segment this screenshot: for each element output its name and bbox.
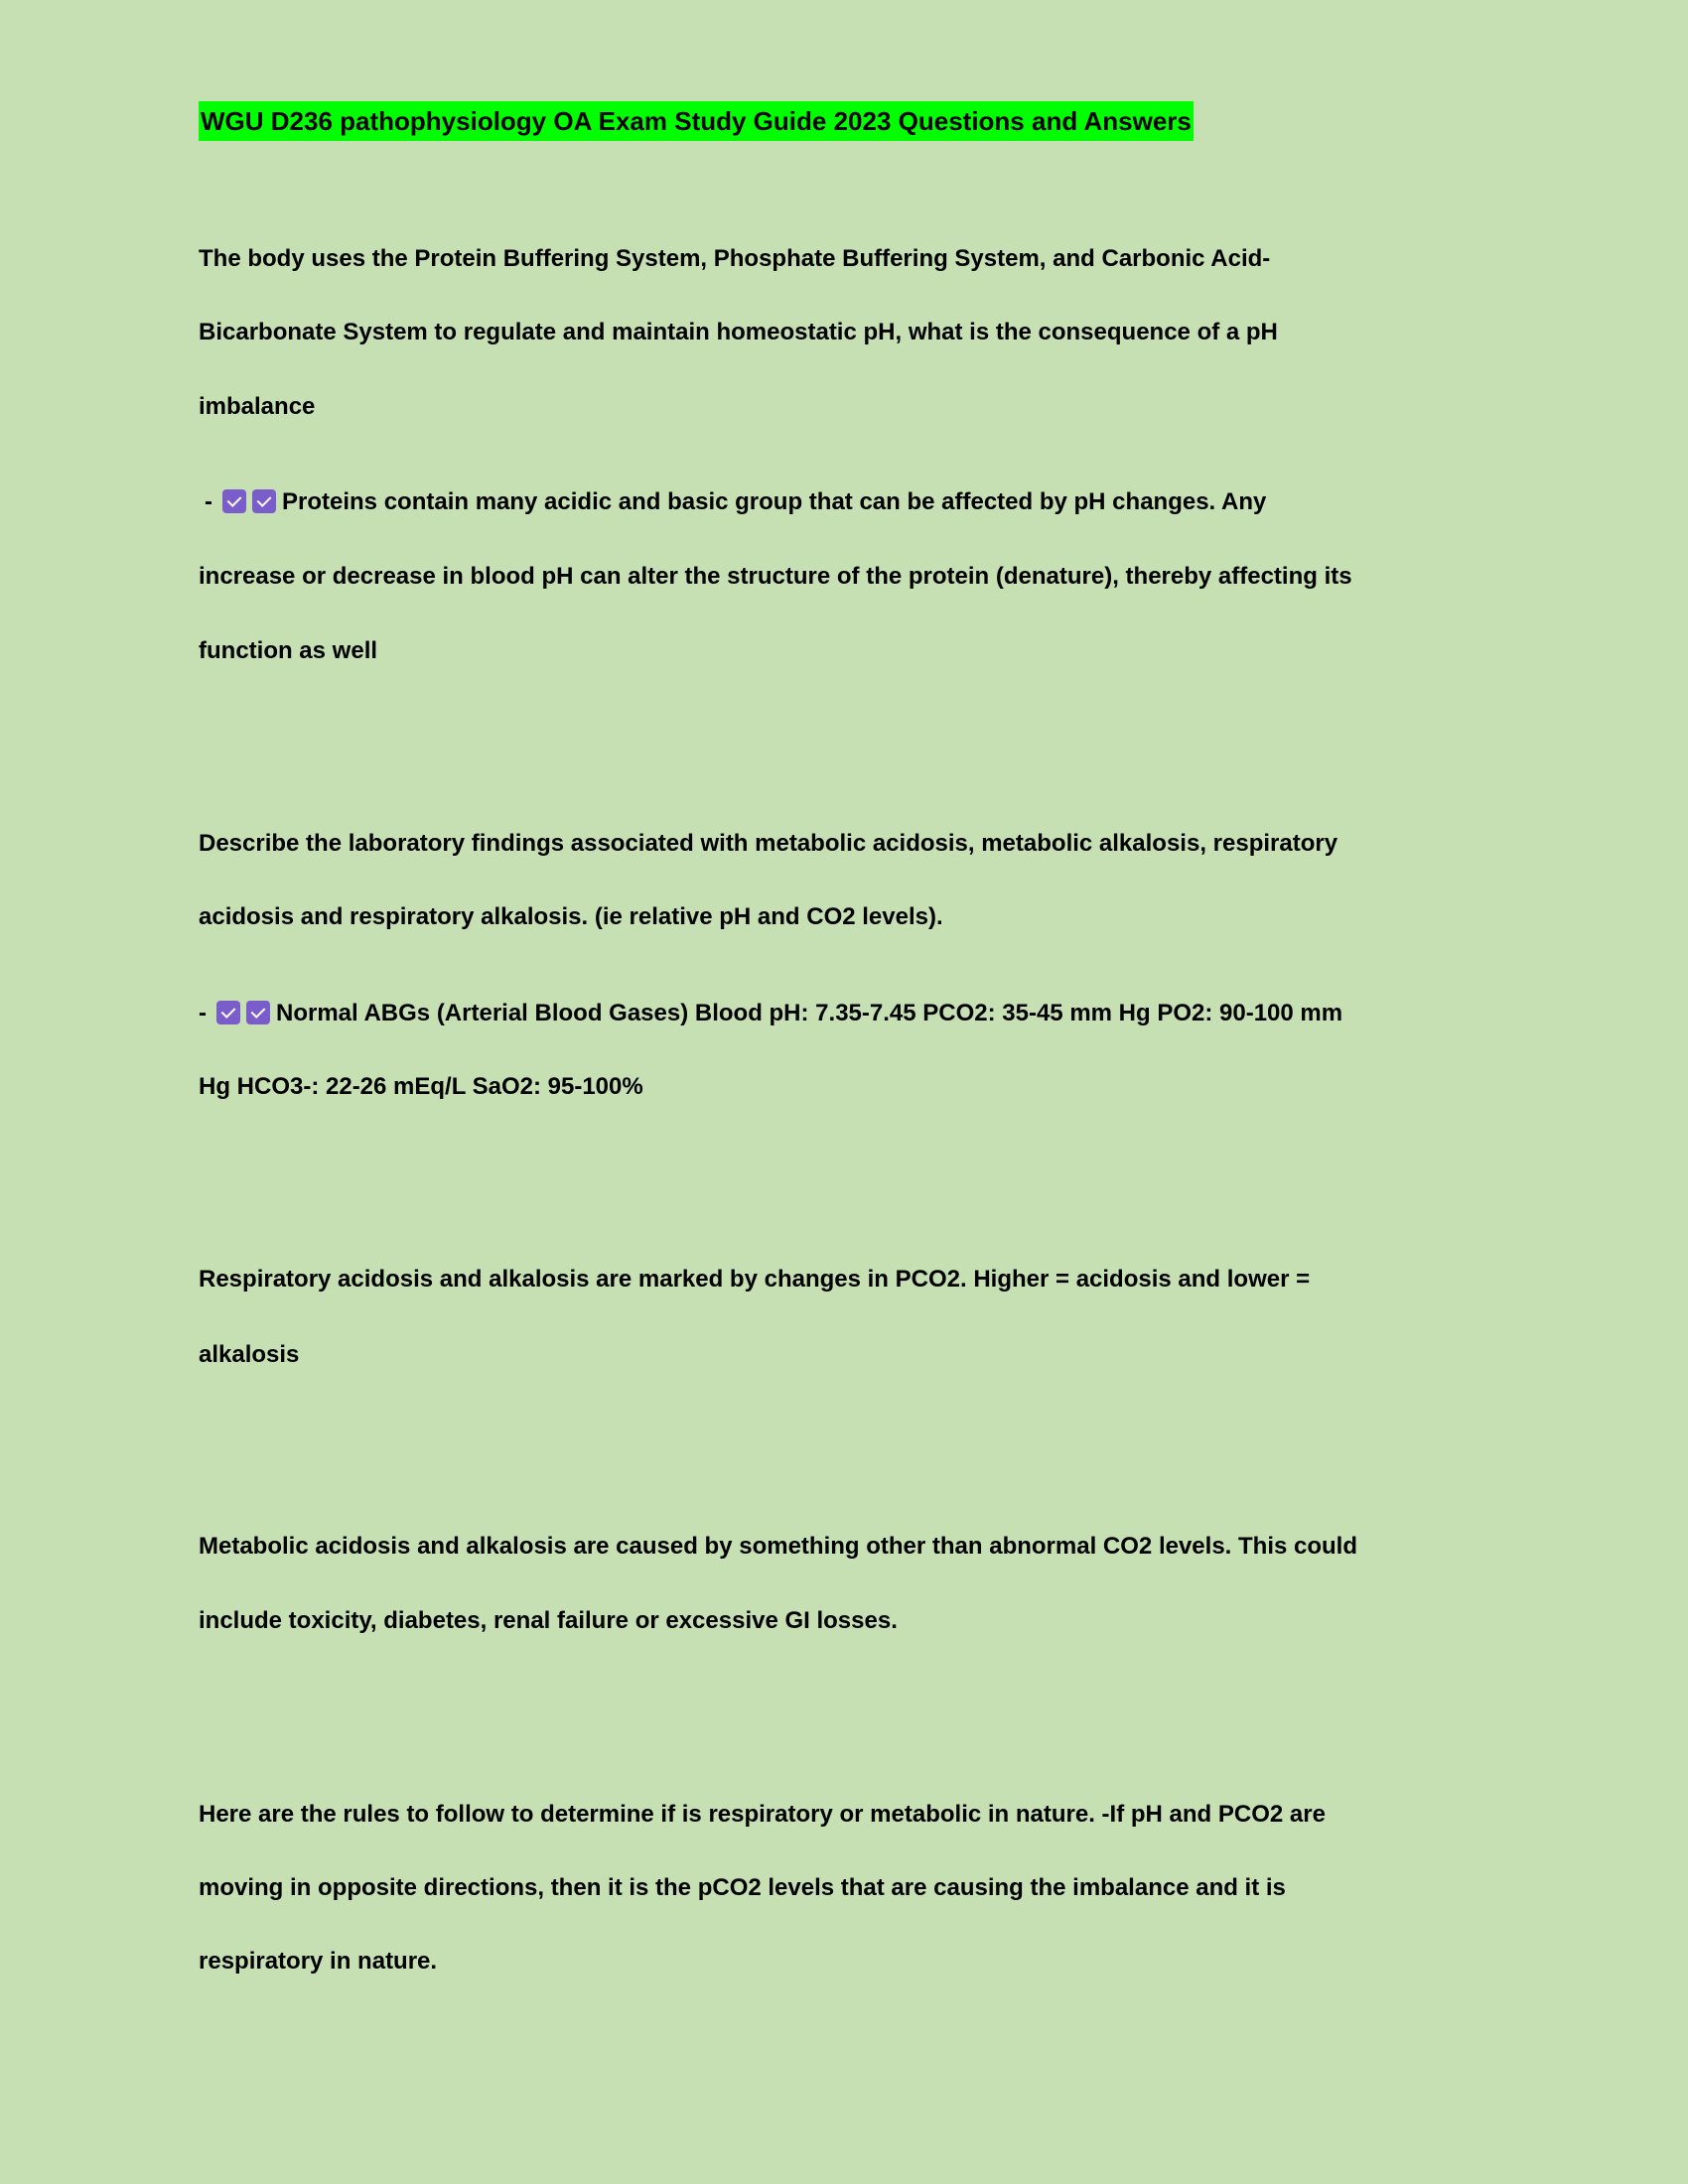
paragraph-5-line-3: respiratory in nature.	[199, 1948, 438, 1975]
paragraph-4-line-1: Metabolic acidosis and alkalosis are caused by something other than abnormal CO2 levels. This could	[199, 1533, 1357, 1560]
checkbox-checked-icon	[216, 1001, 240, 1024]
document-title-line	[199, 101, 1194, 141]
paragraph-5-line-2: moving in opposite directions, then it is the pCO2 levels that are causing the imbalance and it is	[199, 1874, 1286, 1901]
answer-2-line-1	[199, 994, 1342, 1033]
question-1-line-3: imbalance	[199, 393, 316, 420]
answer-1-text: Proteins contain many acidic and basic group that can be affected by pH changes. Any	[282, 488, 1267, 515]
checkbox-checked-icon	[222, 489, 246, 513]
document-title: WGU D236 pathophysiology OA Exam Study Guide 2023 Questions and Answers	[199, 101, 1194, 141]
answer-dash: -	[199, 1000, 207, 1026]
question-2-line-2: acidosis and respiratory alkalosis. (ie relative pH and CO2 levels).	[199, 903, 943, 930]
checkbox-checked-icon	[246, 1001, 270, 1024]
answer-1-line-2: increase or decrease in blood pH can alter the structure of the protein (denature), thereby affecting its	[199, 563, 1352, 590]
paragraph-3-line-2: alkalosis	[199, 1341, 300, 1368]
paragraph-4-line-2: include toxicity, diabetes, renal failure or excessive GI losses.	[199, 1607, 898, 1634]
paragraph-5-line-1: Here are the rules to follow to determine if is respiratory or metabolic in nature. -If pH and PCO2 are	[199, 1801, 1326, 1828]
question-2-line-1: Describe the laboratory findings associated with metabolic acidosis, metabolic alkalosis, respiratory	[199, 830, 1338, 857]
question-1-line-2: Bicarbonate System to regulate and maintain homeostatic pH, what is the consequence of a pH	[199, 319, 1278, 345]
answer-2-text: Normal ABGs (Arterial Blood Gases) Blood pH: 7.35-7.45 PCO2: 35-45 mm Hg PO2: 90-100 mm	[276, 1000, 1343, 1026]
answer-1-line-3: function as well	[199, 637, 378, 664]
answer-2-line-2: Hg HCO3-: 22-26 mEq/L SaO2: 95-100%	[199, 1073, 643, 1100]
question-1-line-1: The body uses the Protein Buffering System, Phosphate Buffering System, and Carbonic Acid-	[199, 245, 1271, 272]
answer-1-line-1	[205, 482, 1266, 522]
answer-dash: -	[205, 488, 212, 515]
checkbox-checked-icon	[252, 489, 276, 513]
paragraph-3-line-1: Respiratory acidosis and alkalosis are marked by changes in PCO2. Higher = acidosis and lower =	[199, 1266, 1311, 1293]
